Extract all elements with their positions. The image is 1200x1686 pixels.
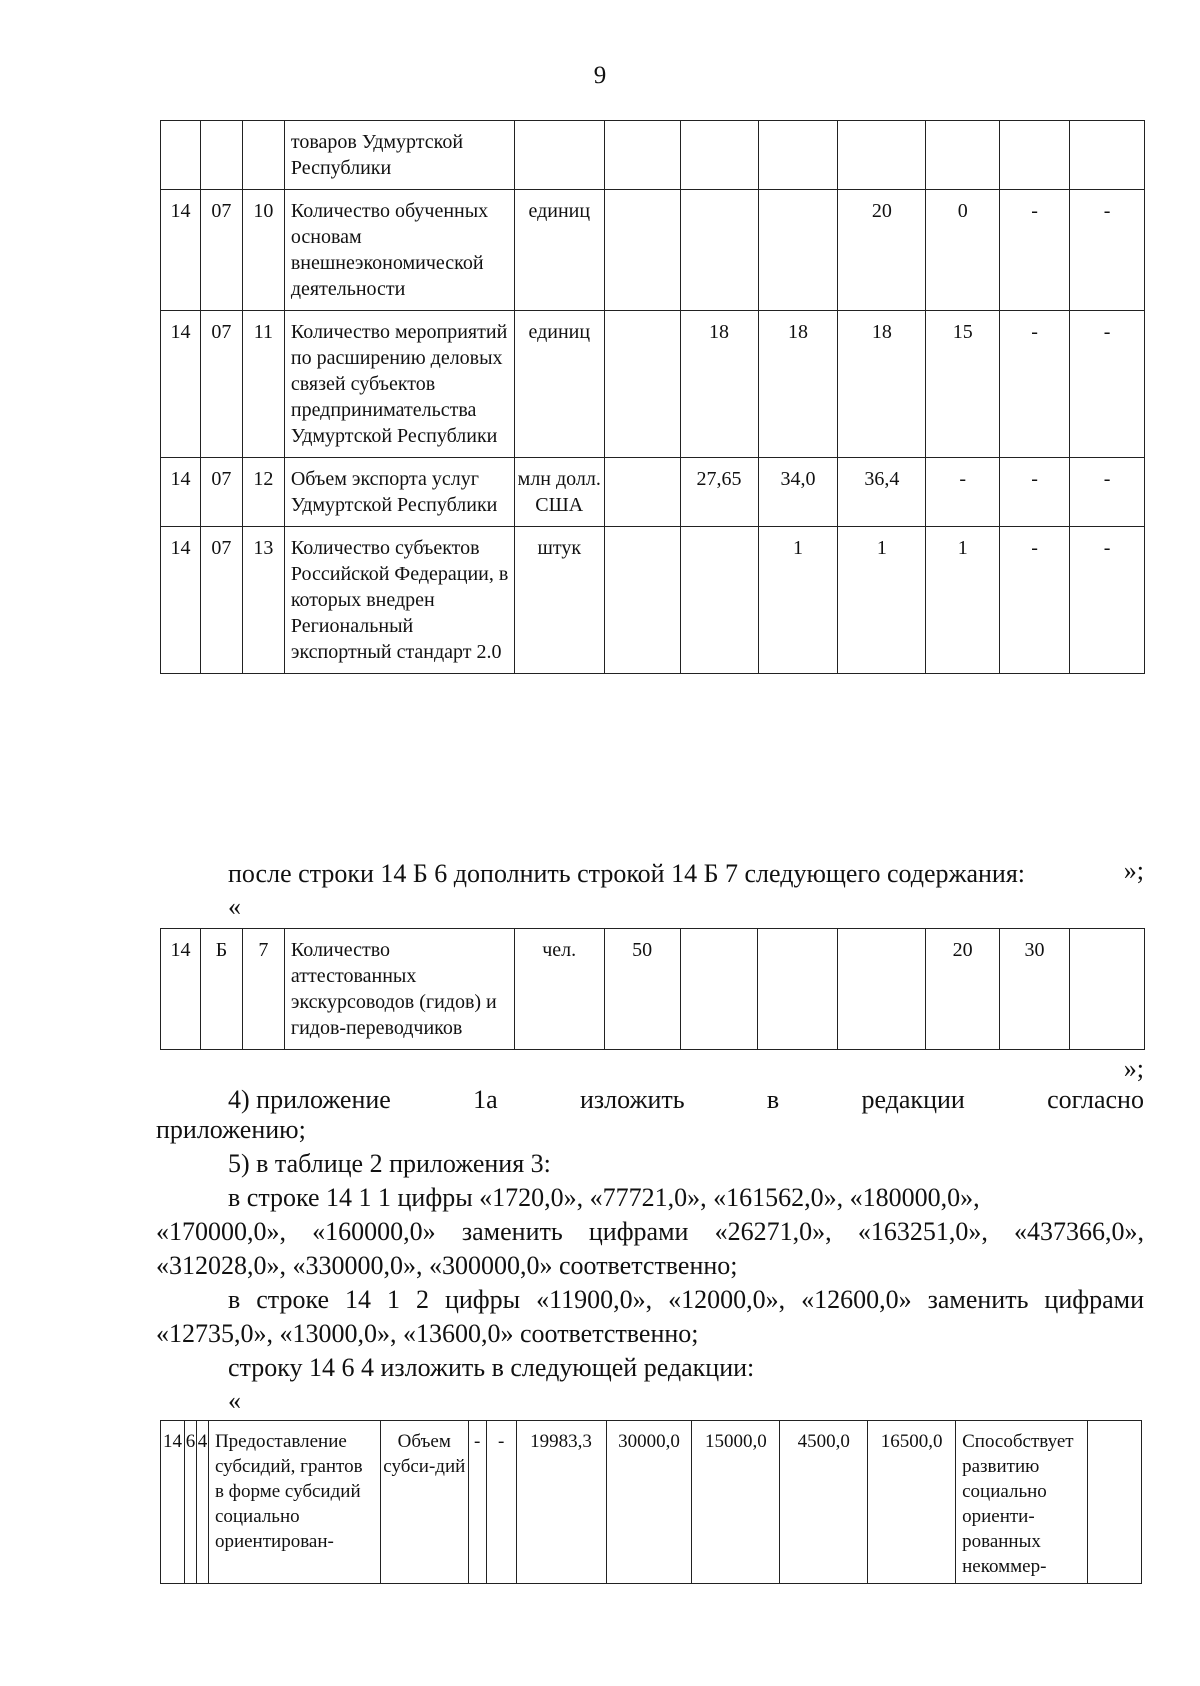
activity-name-cell: Предоставление субсидий, грантов в форме субсидий социально ориентирован- [208,1421,380,1584]
closing-quote: »; [1123,1054,1144,1083]
table-row [161,311,1145,458]
item-4-continuation: приложению; [156,1115,306,1144]
table-row [161,458,1145,527]
value-cell: 30 [1000,929,1070,1050]
code-cell [242,121,284,190]
unit-cell: штук [514,527,604,674]
value-cell [680,929,758,1050]
code-cell: Б [200,929,242,1050]
table-row [161,1421,1142,1584]
item-5-heading: 5) в таблице 2 приложения 3: [228,1149,551,1178]
row-1-1-line-3: «312028,0», «330000,0», «300000,0» соответственно; [156,1251,738,1280]
item-4-word: согласно [1047,1085,1144,1114]
row-1-2-line-1: в строке 14 1 2 цифры «11900,0», «12000,0», «12600,0» заменить цифрами [228,1285,1144,1314]
unit-cell [514,121,604,190]
item-4-word: 4) приложение [228,1085,391,1114]
value-cell [680,527,758,674]
effect-cell: Способствует развитию социально ориенти-рованных некоммер- [956,1421,1088,1584]
indicator-name-cell: Количество мероприятий по расширению деловых связей субъектов предпринимательства Удмуртской Республики [284,311,514,458]
opening-quote: « [228,1386,241,1415]
activities-table [160,1420,1142,1584]
row-1-1-line-1: в строке 14 1 1 цифры «1720,0», «77721,0», «161562,0», «180000,0», [228,1183,980,1212]
closing-quote: »; [1123,856,1144,885]
row-6-4-intro: строку 14 6 4 изложить в следующей редакции: [228,1353,755,1382]
value-cell: 1 [758,527,838,674]
value-cell: 1 [926,527,1000,674]
unit-cell: единиц [514,190,604,311]
value-cell [838,929,926,1050]
item-4-word: редакции [861,1085,965,1114]
item-4-word: 1а [473,1085,498,1114]
value-cell: 18 [838,311,926,458]
code-cell: 14 [161,458,201,527]
indicator-name-cell: Количество аттестованных экскурсоводов (гидов) и гидов-переводчиков [284,929,514,1050]
indicator-name-cell: товаров Удмуртской Республики [284,121,514,190]
value-cell: 36,4 [838,458,926,527]
value-cell: 50 [604,929,680,1050]
unit-cell: млн долл. США [514,458,604,527]
value-cell [604,311,680,458]
value-cell [604,190,680,311]
table-row [161,527,1145,674]
value-cell: - [1000,190,1070,311]
value-cell: 1 [838,527,926,674]
value-cell: - [1000,311,1070,458]
dash-cell: - [468,1421,486,1584]
value-cell: - [1000,458,1070,527]
value-cell: 27,65 [680,458,758,527]
row-1-2-line-2: «12735,0», «13000,0», «13600,0» соответственно; [156,1319,699,1348]
inserted-row-table [160,928,1145,1050]
value-cell [604,527,680,674]
value-cell: - [926,458,1000,527]
value-cell: - [1070,527,1145,674]
value-cell: - [1000,527,1070,674]
code-cell: 10 [242,190,284,311]
value-cell [1070,929,1145,1050]
code-cell: 14 [161,311,201,458]
value-cell: 4500,0 [780,1421,868,1584]
table-row [161,190,1145,311]
value-cell: - [1070,190,1145,311]
value-cell: 20 [838,190,926,311]
code-cell: 13 [242,527,284,674]
unit-cell: Объем субси-дий [380,1421,468,1584]
code-cell: 7 [242,929,284,1050]
value-cell [680,121,758,190]
table-row [161,929,1145,1050]
code-cell: 14 [161,527,201,674]
code-cell: 6 [184,1421,196,1584]
value-cell [758,121,838,190]
code-cell: 07 [200,311,242,458]
opening-quote: « [228,892,241,921]
code-cell [161,121,201,190]
unit-cell: единиц [514,311,604,458]
dash-cell: - [486,1421,516,1584]
item-4-line [228,1084,1144,1116]
empty-cell [1088,1421,1142,1584]
value-cell [758,190,838,311]
item-4-word: в [766,1085,780,1114]
value-cell: 15000,0 [692,1421,780,1584]
code-cell: 07 [200,458,242,527]
value-cell: - [1070,311,1145,458]
value-cell [758,929,838,1050]
value-cell: 20 [926,929,1000,1050]
code-cell: 07 [200,190,242,311]
indicator-name-cell: Количество субъектов Российской Федерации, в которых внедрен Региональный экспортный стандарт 2.0 [284,527,514,674]
code-cell: 14 [161,929,201,1050]
code-cell: 11 [242,311,284,458]
value-cell: - [1070,458,1145,527]
value-cell [926,121,1000,190]
paragraph-add-row: после строки 14 Б 6 дополнить строкой 14 Б 7 следующего содержания: [228,859,1026,888]
value-cell: 0 [926,190,1000,311]
value-cell [604,458,680,527]
indicator-name-cell: Количество обученных основам внешнеэкономической деятельности [284,190,514,311]
code-cell: 14 [161,190,201,311]
item-4-word: изложить [579,1085,685,1114]
table-row [161,121,1145,190]
code-cell: 14 [161,1421,185,1584]
indicators-table [160,120,1145,674]
value-cell [680,190,758,311]
value-cell [838,121,926,190]
code-cell [200,121,242,190]
unit-cell: чел. [514,929,604,1050]
value-cell: 18 [680,311,758,458]
value-cell [1000,121,1070,190]
value-cell: 16500,0 [868,1421,956,1584]
value-cell: 30000,0 [606,1421,692,1584]
indicator-name-cell: Объем экспорта услуг Удмуртской Республики [284,458,514,527]
code-cell: 07 [200,527,242,674]
value-cell [604,121,680,190]
value-cell: 15 [926,311,1000,458]
value-cell: 19983,3 [516,1421,606,1584]
page-number: 9 [593,62,607,89]
code-cell: 12 [242,458,284,527]
value-cell: 18 [758,311,838,458]
value-cell [1070,121,1145,190]
value-cell: 34,0 [758,458,838,527]
code-cell: 4 [196,1421,208,1584]
row-1-1-line-2: «170000,0», «160000,0» заменить цифрами «26271,0», «163251,0», «437366,0», [156,1217,1144,1246]
